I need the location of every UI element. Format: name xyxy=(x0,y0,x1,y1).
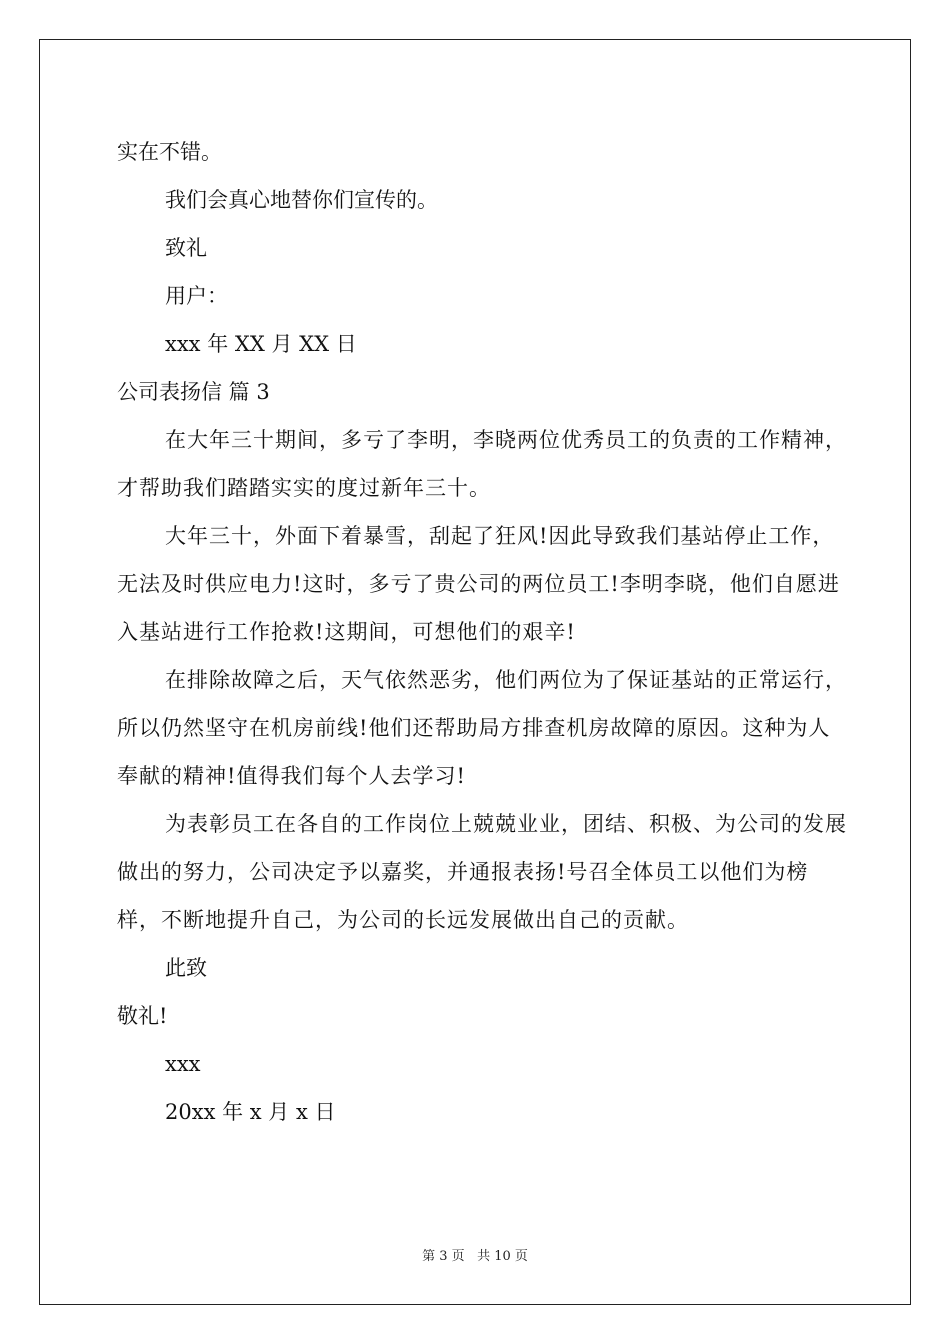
document-body xyxy=(117,128,847,1136)
text-line-2: 我们会真心地替你们宣传的。 xyxy=(165,188,438,212)
text-line-1: 实在不错。 xyxy=(117,140,222,164)
paragraph-1: 在大年三十期间，多亏了李明，李晓两位优秀员工的负责的工作精神，才帮助我们踏踏实实的度过新年三十。 xyxy=(117,428,847,500)
paragraph-3: 在排除故障之后，天气依然恶劣，他们两位为了保证基站的正常运行，所以仍然坚守在机房前线!他们还帮助局方排查机房故障的原因。这种为人奉献的精神!值得我们每个人去学习! xyxy=(117,668,847,788)
paragraph-2: 大年三十，外面下着暴雪，刮起了狂风!因此导致我们基站停止工作，无法及时供应电力!这时，多亏了贵公司的两位员工!李明李晓，他们自愿进入基站进行工作抢救!这期间，可想他们的艰辛! xyxy=(117,524,840,644)
closing-respect: 敬礼! xyxy=(117,1004,168,1028)
signature-date: 20xx 年 x 月 x 日 xyxy=(165,1100,336,1124)
paragraph-4: 为表彰员工在各自的工作岗位上兢兢业业，团结、积极、为公司的发展做出的努力，公司决定予以嘉奖，并通报表扬!号召全体员工以他们为榜样，不断地提升自己，为公司的长远发展做出自己的贡献。 xyxy=(117,812,847,932)
closing-salutation: 此致 xyxy=(165,956,207,980)
section-title: 公司表扬信 篇 3 xyxy=(117,380,270,404)
signature: xxx xyxy=(165,1052,201,1076)
sender-label: 用户： xyxy=(165,284,228,308)
page-total: 共 10 页 xyxy=(477,1249,528,1264)
letter-date: xxx 年 XX 月 XX 日 xyxy=(165,332,357,356)
closing-greeting: 致礼 xyxy=(165,236,207,260)
page-footer xyxy=(0,1247,950,1267)
page-number: 第 3 页 xyxy=(422,1249,465,1264)
